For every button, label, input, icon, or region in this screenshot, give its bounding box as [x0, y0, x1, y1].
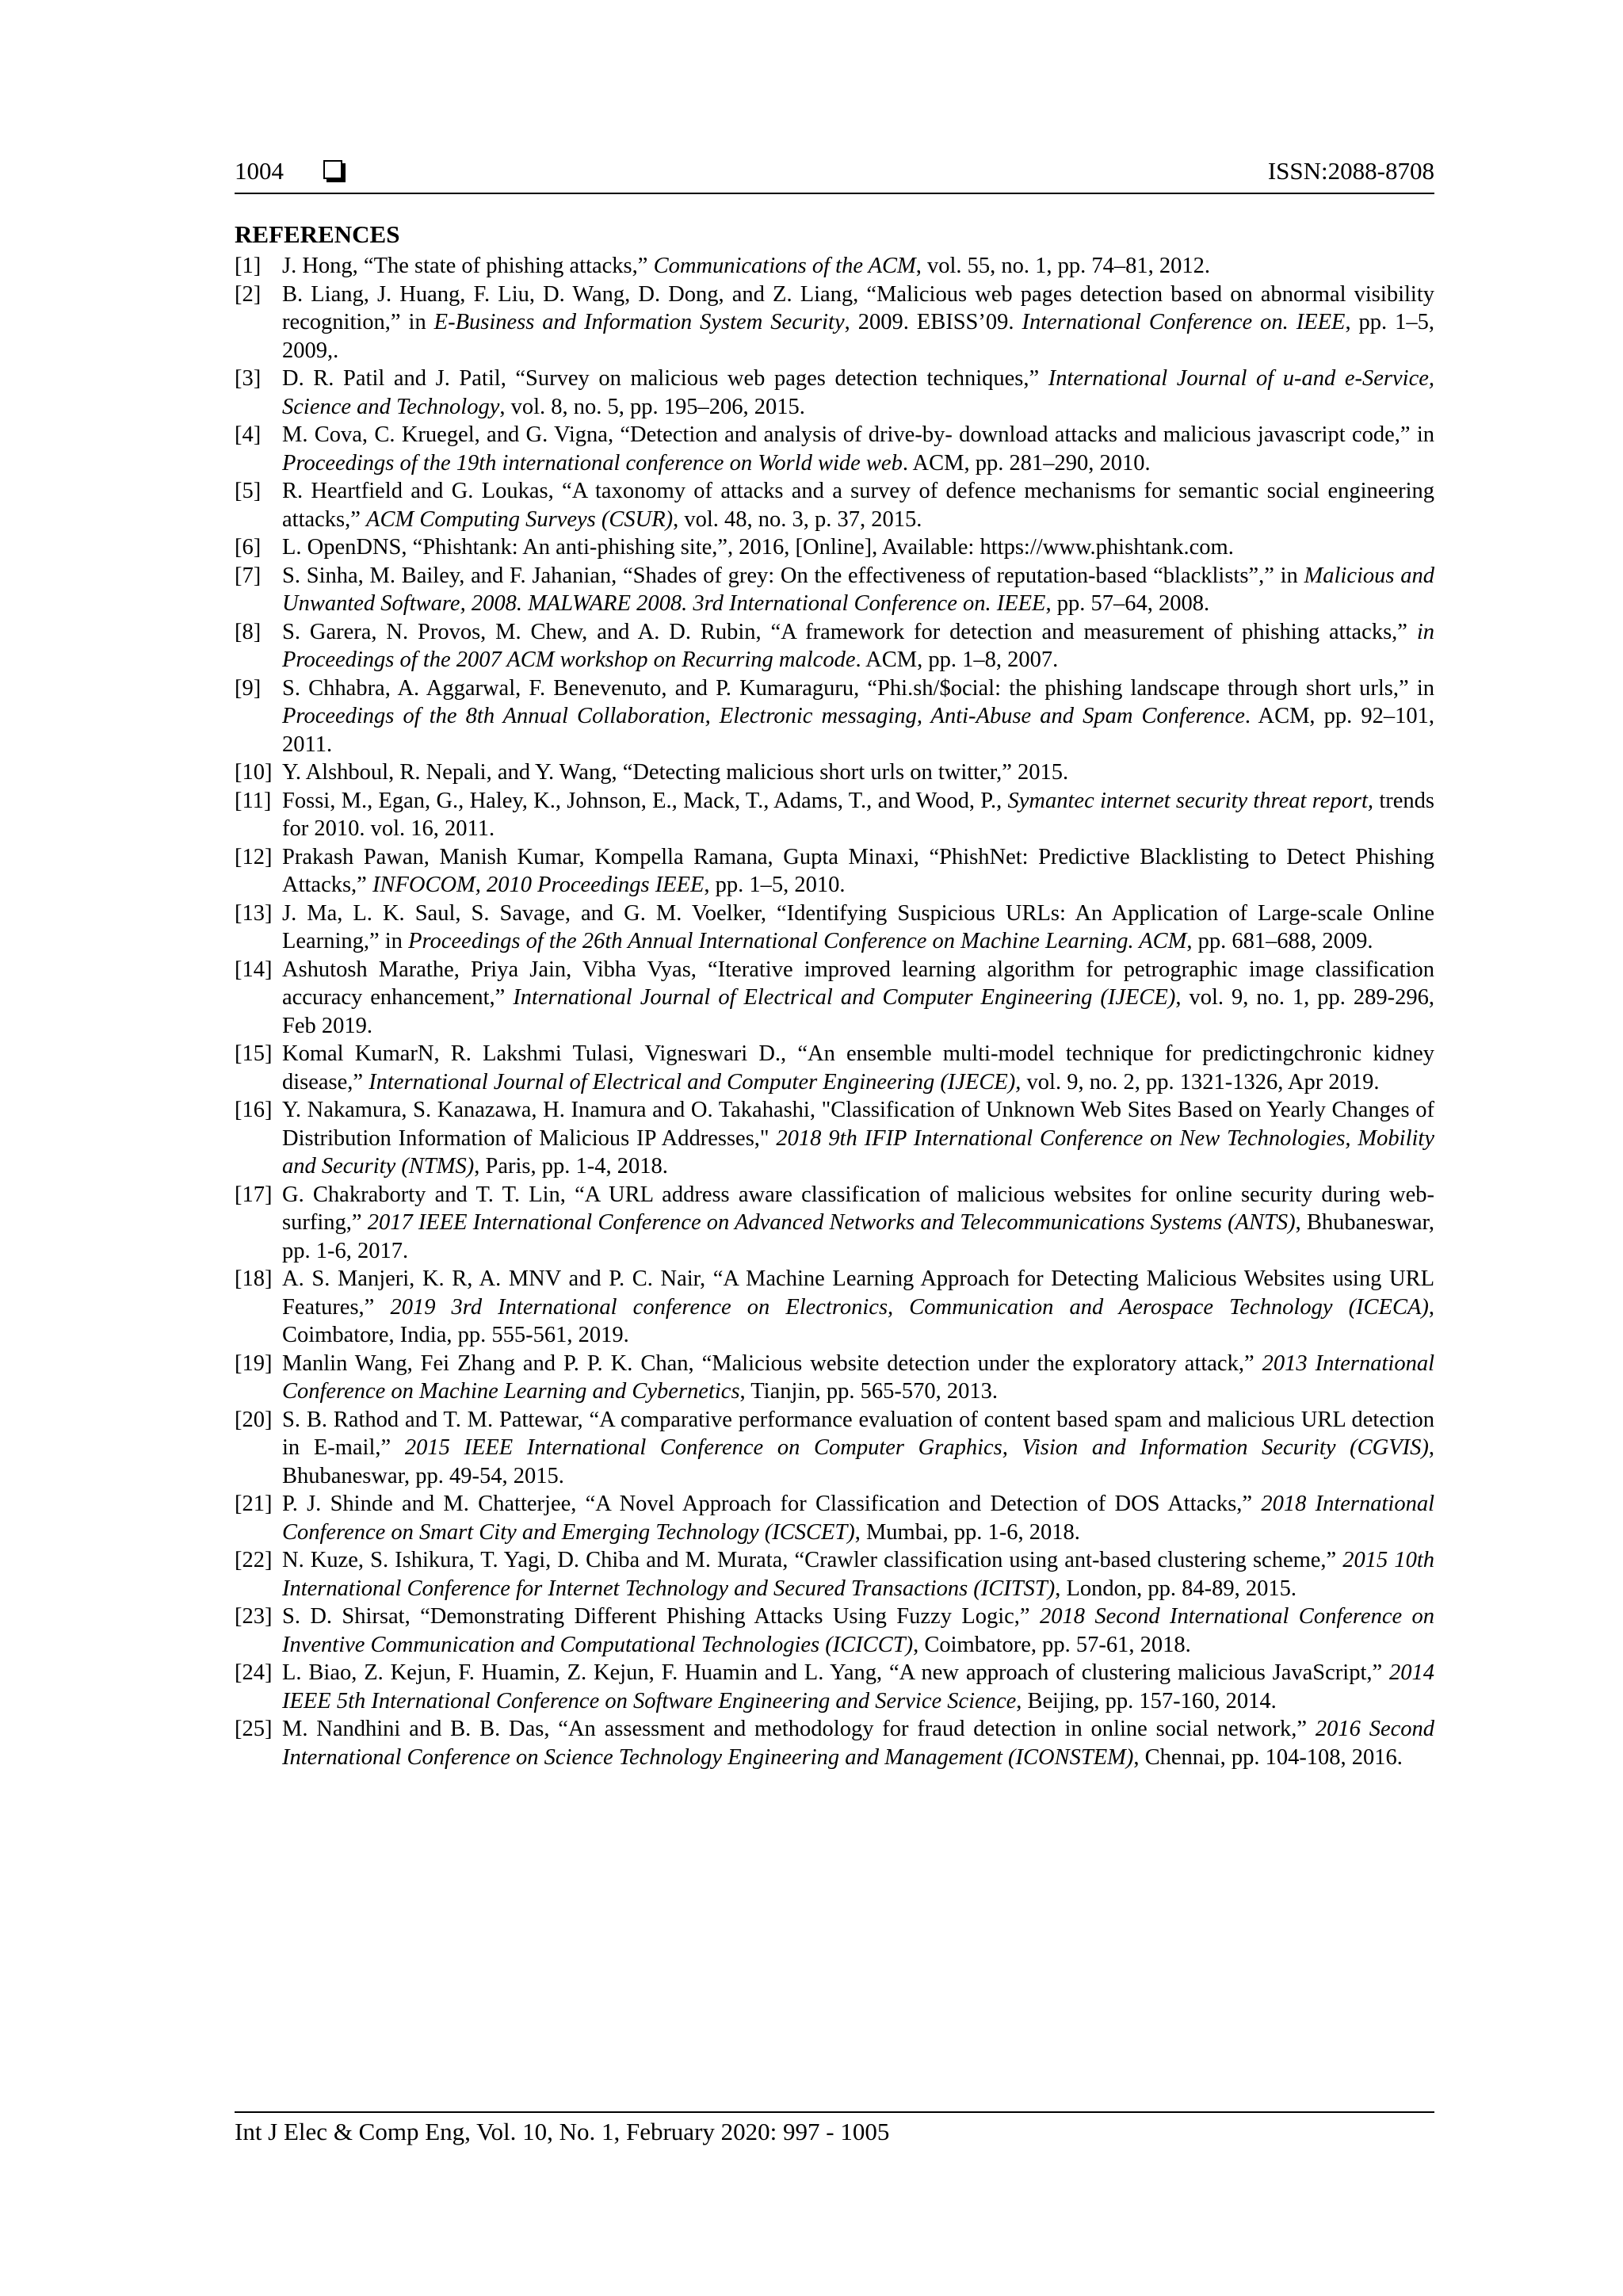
- reference-item: [235, 421, 1434, 477]
- reference-number: [9]: [235, 675, 262, 701]
- reference-venue: 2018 9th IFIP International Conference on New Technologies, Mobility and Security (NTMS): [282, 1125, 1434, 1179]
- reference-venue: Communications of the ACM: [653, 254, 916, 278]
- reference-segment: , Chennai, pp. 104-108, 2016.: [1133, 1744, 1403, 1770]
- reference-number: [8]: [235, 619, 262, 644]
- reference-item: [235, 674, 1434, 759]
- reference-text: [282, 676, 1434, 757]
- reference-text: [282, 1266, 1434, 1347]
- reference-text: [282, 254, 1210, 278]
- reference-item: [235, 1040, 1434, 1096]
- reference-venue: International Conference on. IEEE: [1022, 310, 1346, 334]
- reference-segment: M. Nandhini and B. B. Das, “An assessment and methodology for fraud detection in online social network,”: [282, 1717, 1316, 1741]
- reference-item: [235, 1096, 1434, 1181]
- reference-text: [282, 366, 1434, 419]
- reference-venue: 2018 Second International Conference on Inventive Communication and Computational Technologies (ICICCT): [282, 1604, 1434, 1657]
- reference-number: [12]: [235, 844, 273, 869]
- reference-segment: A. S. Manjeri, K. R, A. MNV and P. C. Nair, “A Machine Learning Approach for Detecting Malicious Websites using URL Features,”: [282, 1266, 1434, 1320]
- reference-segment: Komal KumarN, R. Lakshmi Tulasi, Vigneswari D., “An ensemble multi-model technique for predictingchronic kidney disease,”: [282, 1041, 1434, 1095]
- issn-label: ISSN:2088-8708: [1267, 157, 1434, 185]
- reference-item: [235, 1181, 1434, 1266]
- reference-text: [282, 1492, 1434, 1545]
- reference-number: [10]: [235, 760, 273, 785]
- footer-citation: Int J Elec & Comp Eng, Vol. 10, No. 1, February 2020: 997 - 1005: [235, 2118, 890, 2145]
- reference-number: [1]: [235, 254, 262, 278]
- reference-segment: D. R. Patil and J. Patil, “Survey on malicious web pages detection techniques,”: [282, 366, 1048, 391]
- reference-venue: 2016 Second International Conference on Science Technology Engineering and Management (ICONSTEM): [282, 1717, 1434, 1770]
- reference-venue: 2018 International Conference on Smart City and Emerging Technology (ICSCET): [282, 1492, 1434, 1545]
- reference-text: [282, 789, 1434, 842]
- reference-venue: Proceedings of the 8th Annual Collaboration, Electronic messaging, Anti-Abuse and Spam Conference: [282, 704, 1245, 728]
- reference-venue: 2017 IEEE International Conference on Advanced Networks and Telecommunications Systems (ANTS): [367, 1210, 1296, 1235]
- reference-text: [282, 1548, 1434, 1601]
- reference-number: [17]: [235, 1182, 273, 1207]
- reference-segment: , 2009. EBISS’09.: [844, 310, 1022, 334]
- reference-segment: J. Ma, L. K. Saul, S. Savage, and G. M. Voelker, “Identifying Suspicious URLs: An Application of Large-scale Online Learning,” in: [282, 900, 1434, 953]
- reference-text: [282, 1604, 1434, 1657]
- reference-number: [16]: [235, 1098, 273, 1122]
- reference-number: [13]: [235, 900, 273, 926]
- reference-segment: S. B. Rathod and T. M. Pattewar, “A comparative performance evaluation of content based spam and malicious URL detection in E-mail,”: [282, 1407, 1434, 1460]
- reference-text: [282, 845, 1434, 898]
- reference-segment: S. Garera, N. Provos, M. Chew, and A. D. Rubin, “A framework for detection and measurement of phishing attacks,”: [282, 619, 1417, 644]
- reference-item: [235, 956, 1434, 1041]
- reference-segment: S. D. Shirsat, “Demonstrating Different Phishing Attacks Using Fuzzy Logic,”: [282, 1604, 1040, 1629]
- reference-number: [25]: [235, 1717, 273, 1741]
- reference-venue: Proceedings of the 26th Annual International Conference on Machine Learning. ACM: [408, 929, 1187, 953]
- reference-text: [282, 1182, 1434, 1263]
- reference-segment: , Bhubaneswar, pp. 49-54, 2015.: [282, 1435, 1434, 1488]
- reference-segment: L. OpenDNS, “Phishtank: An anti-phishing site,”, 2016, [Online], Available: https://www.phishtank.com.: [282, 535, 1234, 560]
- reference-segment: N. Kuze, S. Ishikura, T. Yagi, D. Chiba and M. Murata, “Crawler classification using ant-based clustering scheme,”: [282, 1548, 1343, 1572]
- reference-list: [235, 252, 1434, 1771]
- reference-venue: in Proceedings of the 2007 ACM workshop on Recurring malcode: [282, 619, 1434, 672]
- reference-segment: Fossi, M., Egan, G., Haley, K., Johnson, E., Mack, T., Adams, T., and Wood, P.,: [282, 788, 1008, 813]
- reference-text: [282, 535, 1234, 560]
- reference-segment: S. Sinha, M. Bailey, and F. Jahanian, “Shades of grey: On the effectiveness of reputation-based “blacklists”,” in: [282, 563, 1304, 588]
- reference-item: [235, 1659, 1434, 1715]
- reference-text: [282, 760, 1068, 785]
- reference-venue: Malicious and Unwanted Software, 2008. MALWARE 2008. 3rd International Conference on. IEEE: [282, 563, 1434, 616]
- reference-number: [11]: [235, 788, 272, 813]
- reference-number: [19]: [235, 1350, 273, 1376]
- reference-segment: , Paris, pp. 1-4, 2018.: [474, 1154, 668, 1179]
- reference-segment: , Bhubaneswar, pp. 1-6, 2017.: [282, 1210, 1434, 1263]
- reference-item: [235, 252, 1434, 281]
- reference-item: [235, 562, 1434, 618]
- reference-segment: J. Hong, “The state of phishing attacks,”: [282, 254, 654, 278]
- reference-text: [282, 1660, 1434, 1713]
- reference-venue: 2014 IEEE 5th International Conference on Software Engineering and Service Science: [282, 1660, 1434, 1713]
- reference-item: [235, 1406, 1434, 1491]
- reference-segment: L. Biao, Z. Kejun, F. Huamin, Z. Kejun, F. Huamin and L. Yang, “A new approach of clustering malicious JavaScript,”: [282, 1660, 1389, 1685]
- reference-segment: , pp. 1–5, 2009,.: [282, 310, 1434, 363]
- reference-item: [235, 1715, 1434, 1771]
- reference-segment: vol. 9, no. 2, pp. 1321-1326, Apr 2019.: [1021, 1069, 1380, 1095]
- reference-venue: Symantec internet security threat report,: [1007, 788, 1374, 813]
- reference-segment: , Coimbatore, pp. 57-61, 2018.: [913, 1632, 1191, 1657]
- reference-text: [282, 422, 1434, 476]
- reference-text: [282, 620, 1434, 673]
- reference-text: [282, 282, 1434, 363]
- reference-segment: , Tianjin, pp. 565-570, 2013.: [739, 1379, 998, 1404]
- reference-item: [235, 843, 1434, 900]
- reference-segment: trends for 2010. vol. 16, 2011.: [282, 788, 1434, 841]
- reference-segment: M. Cova, C. Kruegel, and G. Vigna, “Detection and analysis of drive-by- download attacks and malicious javascript code,” in: [282, 422, 1434, 447]
- reference-item: [235, 281, 1434, 365]
- reference-item: [235, 1603, 1434, 1659]
- reference-segment: Y. Nakamura, S. Kanazawa, H. Inamura and O. Takahashi, "Classification of Unknown Web Sites Based on Yearly Changes of Distribution Information of Malicious IP Addresses,": [282, 1098, 1434, 1151]
- reference-segment: , vol. 55, no. 1, pp. 74–81, 2012.: [915, 254, 1211, 278]
- header-rule: [235, 193, 1434, 194]
- reference-item: [235, 1546, 1434, 1603]
- reference-venue: Proceedings of the 19th international conference on World wide web: [282, 450, 903, 476]
- reference-venue: INFOCOM, 2010 Proceedings IEEE: [372, 873, 705, 897]
- reference-segment: R. Heartfield and G. Loukas, “A taxonomy of attacks and a survey of defence mechanisms for semantic social engineering attacks,”: [282, 479, 1434, 532]
- reference-item: [235, 618, 1434, 674]
- reference-venue: 2015 IEEE International Conference on Computer Graphics, Vision and Information Security (CGVIS): [404, 1435, 1429, 1460]
- reference-text: [282, 563, 1434, 617]
- reference-segment: . ACM, pp. 1–8, 2007.: [855, 648, 1059, 672]
- reference-text: [282, 1098, 1434, 1179]
- reference-number: [20]: [235, 1407, 273, 1432]
- reference-segment: , pp. 1–5, 2010.: [704, 873, 846, 897]
- reference-item: [235, 533, 1434, 562]
- reference-text: [282, 1351, 1434, 1404]
- reference-segment: S. Chhabra, A. Aggarwal, F. Benevenuto, and P. Kumaraguru, “Phi.sh/$ocial: the phishing landscape through short urls,” in: [282, 675, 1434, 701]
- reference-item: [235, 1350, 1434, 1406]
- reference-number: [5]: [235, 479, 262, 503]
- reference-number: [21]: [235, 1492, 273, 1516]
- reference-segment: . ACM, pp. 281–290, 2010.: [902, 450, 1151, 476]
- reference-segment: , Mumbai, pp. 1-6, 2018.: [854, 1519, 1080, 1545]
- reference-number: [3]: [235, 366, 262, 391]
- reference-segment: G. Chakraborty and T. T. Lin, “A URL address aware classification of malicious websites for online security during web-surfing,”: [282, 1182, 1434, 1235]
- reference-segment: , pp. 681–688, 2009.: [1186, 929, 1373, 953]
- page-header: [235, 154, 1434, 192]
- reference-venue: 2019 3rd International conference on Electronics, Communication and Aerospace Technology (ICECA): [390, 1294, 1429, 1320]
- reference-item: [235, 900, 1434, 956]
- reference-segment: , vol. 48, no. 3, p. 37, 2015.: [673, 506, 922, 532]
- page-number: 1004: [235, 157, 284, 185]
- footer-rule: [235, 2111, 1434, 2113]
- reference-number: [24]: [235, 1660, 273, 1685]
- section-title: REFERENCES: [235, 220, 400, 248]
- reference-number: [23]: [235, 1604, 273, 1629]
- reference-text: [282, 1408, 1434, 1488]
- reference-item: [235, 787, 1434, 843]
- reference-number: [6]: [235, 535, 262, 560]
- reference-number: [14]: [235, 957, 273, 982]
- reference-venue: International Journal of Electrical and Computer Engineering (IJECE): [513, 985, 1176, 1010]
- reference-venue: International Journal of Electrical and Computer Engineering (IJECE),: [369, 1069, 1022, 1095]
- reference-segment: , London, pp. 84-89, 2015.: [1055, 1576, 1297, 1601]
- reference-segment: Manlin Wang, Fei Zhang and P. P. K. Chan, “Malicious website detection under the exploratory attack,”: [282, 1350, 1262, 1376]
- reference-text: [282, 957, 1434, 1038]
- reference-item: [235, 1265, 1434, 1350]
- reference-venue: 2013 International Conference on Machine Learning and Cybernetics: [282, 1350, 1434, 1404]
- reference-segment: P. J. Shinde and M. Chatterjee, “A Novel Approach for Classification and Detection of DOS Attacks,”: [282, 1492, 1262, 1516]
- reference-venue: ACM Computing Surveys (CSUR): [366, 506, 674, 532]
- reference-item: [235, 1490, 1434, 1546]
- square-box-icon: [323, 160, 342, 179]
- reference-segment: Ashutosh Marathe, Priya Jain, Vibha Vyas, “Iterative improved learning algorithm for petrographic image classification accuracy enhancement,”: [282, 957, 1434, 1010]
- reference-venue: 2015 10th International Conference for Internet Technology and Secured Transactions (ICITST): [282, 1548, 1434, 1601]
- reference-item: [235, 758, 1434, 787]
- reference-segment: , Coimbatore, India, pp. 555-561, 2019.: [282, 1294, 1434, 1347]
- reference-text: [282, 1041, 1434, 1095]
- reference-segment: Y. Alshboul, R. Nepali, and Y. Wang, “Detecting malicious short urls on twitter,” 2015.: [282, 760, 1069, 785]
- reference-segment: B. Liang, J. Huang, F. Liu, D. Wang, D. Dong, and Z. Liang, “Malicious web pages detection based on abnormal visibility recognition,” in: [282, 281, 1434, 334]
- reference-number: [18]: [235, 1266, 273, 1291]
- reference-segment: , pp. 57–64, 2008.: [1045, 591, 1210, 616]
- reference-number: [15]: [235, 1041, 273, 1066]
- reference-number: [2]: [235, 281, 262, 307]
- reference-number: [4]: [235, 422, 262, 447]
- reference-number: [7]: [235, 563, 262, 588]
- reference-segment: , vol. 9, no. 1, pp. 289-296, Feb 2019.: [282, 985, 1434, 1038]
- reference-segment: Prakash Pawan, Manish Kumar, Kompella Ramana, Gupta Minaxi, “PhishNet: Predictive Blacklisting to Detect Phishing Attacks,”: [282, 844, 1434, 897]
- reference-segment: . ACM, pp. 92–101, 2011.: [282, 704, 1434, 757]
- reference-venue: E-Business and Information System Security: [433, 310, 845, 334]
- reference-item: [235, 477, 1434, 533]
- reference-segment: , vol. 8, no. 5, pp. 195–206, 2015.: [499, 394, 805, 419]
- reference-number: [22]: [235, 1548, 273, 1572]
- reference-item: [235, 365, 1434, 421]
- reference-text: [282, 479, 1434, 532]
- reference-venue: International Journal of u-and e-Service, Science and Technology: [282, 366, 1434, 419]
- reference-segment: , Beijing, pp. 157-160, 2014.: [1016, 1688, 1277, 1713]
- reference-text: [282, 901, 1434, 954]
- reference-text: [282, 1717, 1434, 1770]
